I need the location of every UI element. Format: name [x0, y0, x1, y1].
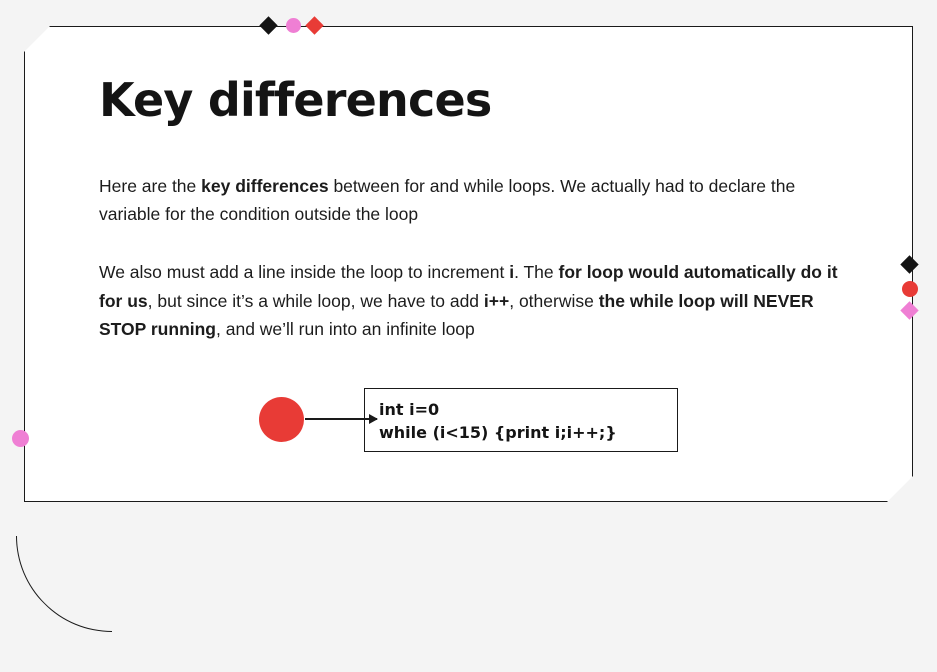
body-text: We also must add a line inside the loop to increment [99, 262, 510, 283]
code-diagram [259, 388, 679, 458]
slide-content [99, 75, 859, 373]
emphasis-text: i++ [483, 290, 510, 311]
red-dot-marker [259, 397, 304, 442]
paragraph-1 [99, 172, 851, 229]
emphasis-text: the while loop will NEVER STOP running [99, 290, 814, 339]
emphasis-text: key differences [201, 175, 329, 196]
body-text: , and we’ll run into an infinite loop [216, 318, 475, 339]
body-text: , but since it’s a while loop, we have to add [147, 290, 484, 311]
body-text: between for and while loops. We actually had to declare the variable for the condition outside the loop [99, 175, 796, 224]
circle-icon [12, 430, 29, 447]
circle-icon [902, 281, 918, 297]
body-text: , otherwise [509, 290, 599, 311]
emphasis-text: i [509, 262, 515, 283]
code-line: int i=0 [379, 400, 440, 419]
code-box [364, 388, 678, 452]
circle-icon [286, 18, 301, 33]
code-line: while (i<15) {print i;i++;} [379, 423, 617, 443]
page-title: Key differences [99, 73, 492, 127]
body-text: Here are the [99, 175, 202, 196]
body-text: . The [514, 262, 559, 283]
paragraph-2 [99, 258, 851, 343]
emphasis-text: for loop would automatically do it for us [99, 262, 838, 311]
